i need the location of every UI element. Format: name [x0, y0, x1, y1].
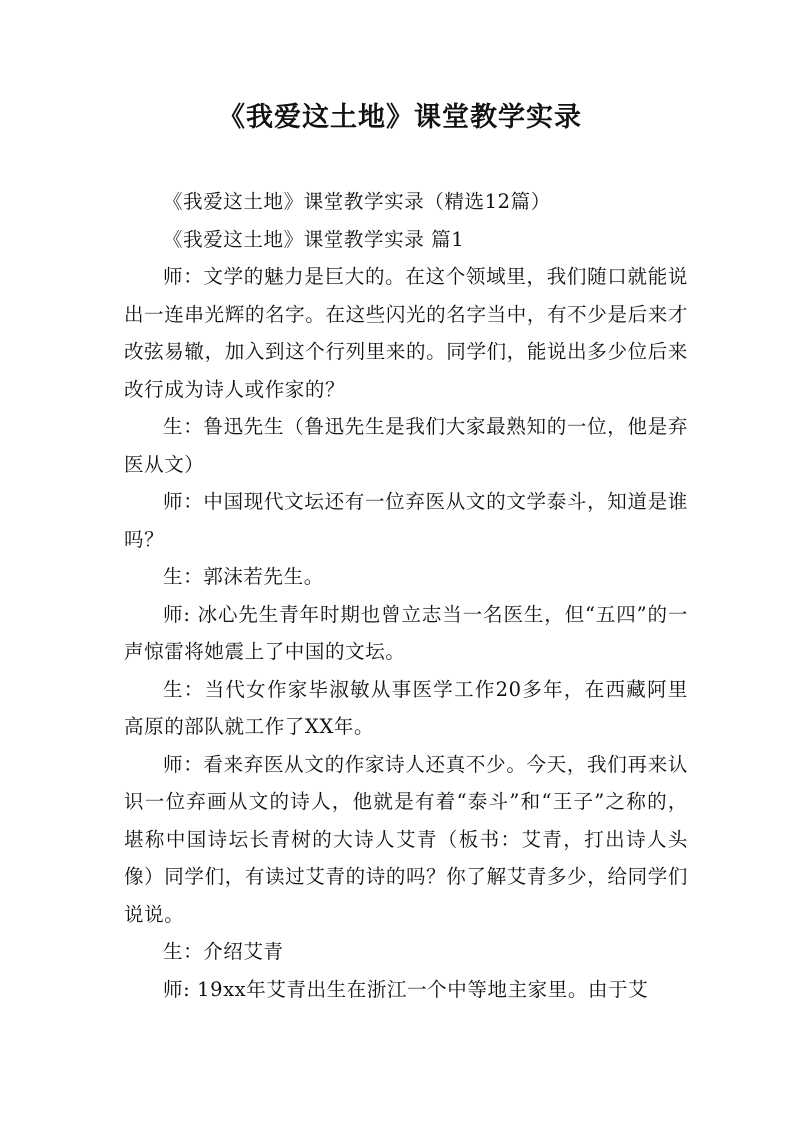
- dialogue-paragraph: 生：当代女作家毕淑敏从事医学工作20多年，在西藏阿里高原的部队就工作了XX年。: [124, 677, 688, 738]
- dialogue-paragraph: 生：鲁迅先生（鲁迅先生是我们大家最熟知的一位，他是弃医从文）: [124, 415, 688, 476]
- subtitle-paragraph: 《我爱这土地》课堂教学实录（精选12篇）: [163, 190, 551, 213]
- document-body: [124, 183, 688, 1008]
- dialogue-paragraph: 生：介绍艾青: [163, 940, 284, 963]
- dialogue-paragraph: 生：郭沫若先生。: [163, 565, 324, 588]
- dialogue-paragraph: 师：文学的魅力是巨大的。在这个领域里，我们随口就能说出一连串光辉的名字。在这些闪光的名字当中，有不少是后来才改弦易辙，加入到这个行列里来的。同学们，能说出多少位后来改行成为诗人或作家的？: [124, 265, 688, 401]
- document-title: 《我爱这土地》课堂教学实录: [218, 102, 582, 133]
- dialogue-paragraph: 师: 19xx年艾青出生在浙江一个中等地主家里。由于艾: [163, 977, 649, 1001]
- section-heading: 《我爱这土地》课堂教学实录 篇1: [163, 227, 465, 251]
- dialogue-paragraph: 师: 冰心先生青年时期也曾立志当一名医生，但“五四”的一声惊雷将她震上了中国的文坛。: [124, 602, 688, 663]
- dialogue-paragraph: 师：中国现代文坛还有一位弃医从文的文学泰斗，知道是谁吗？: [124, 490, 688, 551]
- dialogue-paragraph: 师：看来弃医从文的作家诗人还真不少。今天，我们再来认识一位弃画从文的诗人，他就是有着“泰斗”和“王子”之称的，堪称中国诗坛长青树的大诗人艾青（板书：艾青，打出诗人头像）同学们，有读过艾青的诗的吗？你了解艾青多少，给同学们说说。: [124, 752, 688, 926]
